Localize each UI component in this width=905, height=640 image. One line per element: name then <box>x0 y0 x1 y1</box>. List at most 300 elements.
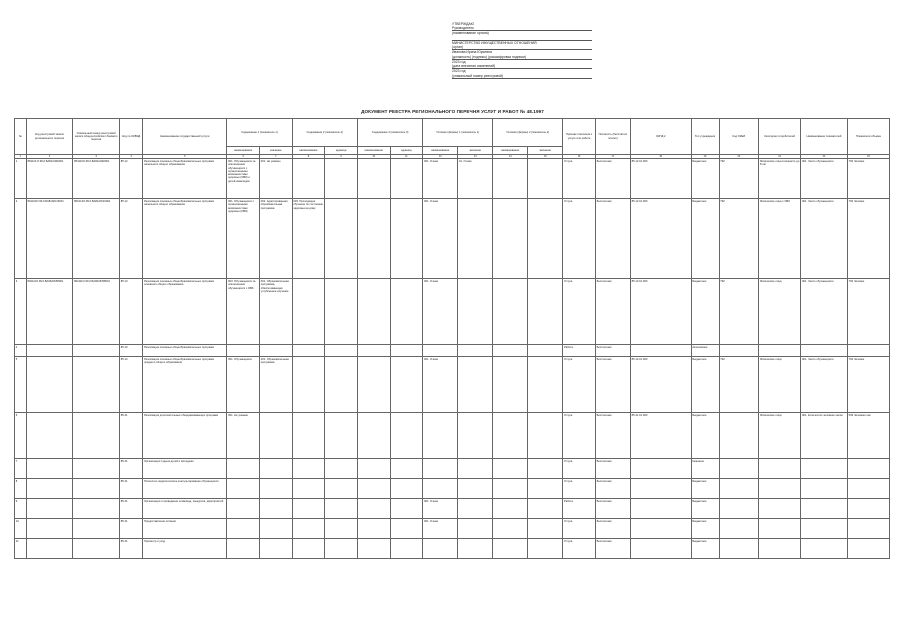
cell-u2n <box>493 159 528 199</box>
cell-name: Реализация дополнительных общеразвивающих программ <box>143 413 227 459</box>
cell-okpd <box>630 539 691 559</box>
table-row <box>15 413 890 459</box>
cell-pay: Бесплатная <box>595 519 630 539</box>
cell-u2v <box>528 519 563 539</box>
cell-c3u <box>390 479 423 499</box>
cell-c3u <box>390 279 423 345</box>
cell-u2v <box>528 413 563 459</box>
cell-vol: 539 Человеко-час <box>847 413 889 459</box>
cell-u1v <box>458 519 493 539</box>
cell-c2u <box>325 519 358 539</box>
cell-reg <box>26 413 73 459</box>
cell-c2n <box>292 519 325 539</box>
cell-c1v: 001. Образовательная программа <box>259 357 292 413</box>
cell-c1n <box>227 519 260 539</box>
table-row <box>15 199 890 279</box>
cell-type: Бюджетное <box>691 499 719 519</box>
cell-okei <box>719 479 759 499</box>
cell-u2n <box>493 199 528 279</box>
cell-reg <box>26 357 73 413</box>
cell-name: Реализация основных общеобразовательных программ среднего общего образования <box>143 357 227 413</box>
cell-feat: Услуга <box>563 519 596 539</box>
cell-c2n <box>292 479 325 499</box>
header-cell: Содержание 3 (показатель 3) <box>357 119 422 147</box>
cell-type: Автономное <box>691 345 719 357</box>
header-cell: Наименование государственной услуги <box>143 119 227 155</box>
cell-u1v <box>458 499 493 519</box>
cell-feat: Услуга <box>563 459 596 479</box>
approval-lines <box>452 26 592 79</box>
cell-okei: 792 <box>719 357 759 413</box>
cell-ind: 001. Количество человеко-часов <box>801 413 848 459</box>
cell-ind <box>801 539 848 559</box>
cell-u2n <box>493 539 528 559</box>
cell-ind: 001. Число обучающихся <box>801 159 848 199</box>
cell-c3n <box>357 279 390 345</box>
cell-c2n <box>292 459 325 479</box>
cell-c2n <box>292 159 325 199</box>
cell-c2u <box>325 539 358 559</box>
cell-vol <box>847 345 889 357</box>
column-number: 16 <box>563 155 596 159</box>
cell-c1v: 001. Образовательная программа, обеспечивающая углубленное изучение <box>259 279 292 345</box>
table-row <box>15 357 890 413</box>
cell-c3u <box>390 199 423 279</box>
cell-u2n <box>493 479 528 499</box>
column-number: 6 <box>227 155 260 159</box>
header-cell: ОКПД 2 <box>630 119 691 155</box>
cell-okved: 85.13 <box>119 345 142 357</box>
cell-okved: 85.13 <box>119 279 142 345</box>
cell-cat <box>759 345 801 357</box>
cell-okpd <box>630 499 691 519</box>
cell-c2u <box>325 499 358 519</box>
cell-name: Присмотр и уход <box>143 539 227 559</box>
cell-c3n <box>357 345 390 357</box>
cell-name: Организация отдыха детей и молодежи <box>143 459 227 479</box>
cell-u2n <box>493 499 528 519</box>
column-number: 18 <box>630 155 691 159</box>
cell-u1v <box>458 459 493 479</box>
cell-feat: Услуга <box>563 539 596 559</box>
cell-pay: Бесплатная <box>595 279 630 345</box>
cell-u1v <box>458 345 493 357</box>
cell-pay: Бесплатная <box>595 499 630 519</box>
cell-type: Бюджетное <box>691 519 719 539</box>
header-cell: № <box>15 119 27 155</box>
cell-c3u <box>390 519 423 539</box>
cell-feat: Работа <box>563 345 596 357</box>
cell-n: 6 <box>15 413 27 459</box>
approval-line: (уникальный номер реестровой) <box>452 74 592 79</box>
cell-c1v <box>259 499 292 519</box>
cell-n: 8 <box>15 479 27 499</box>
cell-c1n <box>227 459 260 479</box>
approval-line: 2023 год <box>452 59 466 64</box>
cell-okved: 85.41 <box>119 413 142 459</box>
column-number: 22 <box>801 155 848 159</box>
header-cell: Код реестровой записи регионального перечня <box>26 119 73 155</box>
cell-vol <box>847 479 889 499</box>
cell-pay: Бесплатная <box>595 539 630 559</box>
cell-ind: 001. Число обучающихся <box>801 357 848 413</box>
cell-u2n <box>493 459 528 479</box>
cell-okei: 792 <box>719 199 759 279</box>
table-body <box>15 159 890 559</box>
cell-feat: Услуга <box>563 413 596 459</box>
cell-vol <box>847 499 889 519</box>
cell-u1n: 001. Очная <box>423 519 458 539</box>
cell-vol: 792 Человек <box>847 159 889 199</box>
cell-c3u <box>390 345 423 357</box>
cell-base <box>73 479 120 499</box>
cell-okpd <box>630 519 691 539</box>
cell-u1v: 01. Очная <box>458 159 493 199</box>
cell-ind <box>801 519 848 539</box>
cell-cat: Физические лица с ОВЗ <box>759 199 801 279</box>
cell-c2n <box>292 539 325 559</box>
header-cell: Показатели объема <box>847 119 889 155</box>
cell-c3n <box>357 159 390 199</box>
approval-line: Руководитель <box>452 26 592 31</box>
cell-c3n <box>357 459 390 479</box>
cell-base <box>73 519 120 539</box>
table-row <box>15 539 890 559</box>
column-number: 8 <box>292 155 325 159</box>
subheader-cell: наименование <box>493 147 528 155</box>
cell-c1v <box>259 519 292 539</box>
cell-feat: Услуга <box>563 159 596 199</box>
cell-type: Бюджетное <box>691 413 719 459</box>
cell-c1n <box>227 499 260 519</box>
cell-type: Казенное <box>691 459 719 479</box>
cell-okei: 792 <box>719 279 759 345</box>
cell-okpd <box>630 345 691 357</box>
cell-c2u <box>325 279 358 345</box>
cell-okei <box>719 539 759 559</box>
cell-c3n <box>357 499 390 519</box>
column-number: 5 <box>143 155 227 159</box>
table-row <box>15 479 890 499</box>
header-cell: Содержание 1 (показатель 1) <box>227 119 292 147</box>
cell-base <box>73 459 120 479</box>
column-number: 23 <box>847 155 889 159</box>
cell-base: 802111О.99.0.БА96АЮ58001 <box>73 279 120 345</box>
cell-u1v <box>458 279 493 345</box>
cell-cat <box>759 459 801 479</box>
cell-u1n <box>423 479 458 499</box>
cell-okpd: 85.13.10.000 <box>630 279 691 345</box>
cell-c2u <box>325 459 358 479</box>
cell-u1n <box>423 539 458 559</box>
column-number: 4 <box>119 155 142 159</box>
subheader-cell: значение <box>458 147 493 155</box>
cell-pay: Бесплатная <box>595 159 630 199</box>
cell-n: 7 <box>15 459 27 479</box>
table-row <box>15 279 890 345</box>
cell-c3n <box>357 479 390 499</box>
cell-vol <box>847 519 889 539</box>
approval-line: (наименование органа) <box>452 31 489 36</box>
cell-c3n <box>357 519 390 539</box>
cell-u1n: 001. Очная <box>423 499 458 519</box>
cell-vol <box>847 459 889 479</box>
column-number: 9 <box>325 155 358 159</box>
cell-type: Бюджетное <box>691 159 719 199</box>
column-number: 19 <box>691 155 719 159</box>
cell-okved: 85.41 <box>119 499 142 519</box>
cell-c3n <box>357 413 390 459</box>
header-cell: Наименование показателей <box>801 119 848 155</box>
cell-okpd <box>630 459 691 479</box>
cell-c1n: 001. Не указано <box>227 413 260 459</box>
cell-name: Организация и проведение олимпиад, конкурсов, мероприятий <box>143 499 227 519</box>
cell-n: 4 <box>15 345 27 357</box>
cell-okved: 85.41 <box>119 459 142 479</box>
cell-feat: Услуга <box>563 357 596 413</box>
cell-n: 1 <box>15 159 27 199</box>
cell-base <box>73 499 120 519</box>
column-number: 7 <box>259 155 292 159</box>
cell-ind <box>801 499 848 519</box>
cell-c1v: 002. Адаптированная образовательная программа <box>259 199 292 279</box>
cell-base: 801012О.99.0.БА81АЮ16001 <box>73 199 120 279</box>
cell-u2v <box>528 279 563 345</box>
cell-u1n: 001. Очная <box>423 159 458 199</box>
column-number: 13 <box>458 155 493 159</box>
cell-c3u <box>390 413 423 459</box>
cell-name: Реализация основных общеобразовательных программ начального общего образования <box>143 159 227 199</box>
cell-okved: 85.12 <box>119 199 142 279</box>
cell-okei <box>719 519 759 539</box>
cell-okei <box>719 345 759 357</box>
cell-vol: 792 Человек <box>847 279 889 345</box>
column-number: 14 <box>493 155 528 159</box>
subheader-cell: наименование <box>357 147 390 155</box>
cell-cat: Физические лица в возрасте до 8 лет <box>759 159 801 199</box>
header-cell: Платность (бесплатно/платно) <box>595 119 630 155</box>
cell-u1n <box>423 413 458 459</box>
header-cell: Тип учреждения <box>691 119 719 155</box>
cell-n: 9 <box>15 499 27 519</box>
cell-c1n <box>227 345 260 357</box>
cell-ind <box>801 459 848 479</box>
cell-c3u <box>390 159 423 199</box>
cell-reg <box>26 539 73 559</box>
cell-u2v <box>528 459 563 479</box>
cell-base <box>73 345 120 357</box>
header-cell: Содержание 2 (показатель 2) <box>292 119 357 147</box>
cell-c3u <box>390 539 423 559</box>
cell-vol: 792 Человек <box>847 199 889 279</box>
subheader-cell: единица <box>390 147 423 155</box>
cell-vol <box>847 539 889 559</box>
cell-feat: Услуга <box>563 199 596 279</box>
document-title: ДОКУМЕНТ РЕЕСТРА РЕГИОНАЛЬНОГО ПЕРЕЧНЯ УСЛУГ И РАБОТ № 48.1997 <box>361 109 544 114</box>
approval-line: (дата внесения изменений) <box>452 64 592 69</box>
cell-okpd <box>630 479 691 499</box>
cell-name: Реализация основных общеобразовательных программ основного общего образования <box>143 279 227 345</box>
cell-reg <box>26 345 73 357</box>
cell-n: 10 <box>15 519 27 539</box>
cell-u2v <box>528 199 563 279</box>
cell-c2u <box>325 357 358 413</box>
cell-pay: Бесплатная <box>595 413 630 459</box>
table-row <box>15 519 890 539</box>
cell-u2n <box>493 413 528 459</box>
column-number: 3 <box>73 155 120 159</box>
cell-n: 2 <box>15 199 27 279</box>
approval-line: (должность) (подпись) (расшифровка подписи) <box>452 55 592 60</box>
cell-base <box>73 539 120 559</box>
column-number: 21 <box>759 155 801 159</box>
cell-n: 5 <box>15 357 27 413</box>
column-number: 20 <box>719 155 759 159</box>
cell-c3u <box>390 459 423 479</box>
cell-c1n: 001. Обучающиеся с ограниченными возможностями здоровья (ОВЗ) <box>227 199 260 279</box>
cell-cat <box>759 499 801 519</box>
subheader-cell: значение <box>528 147 563 155</box>
subheader-cell: наименование <box>292 147 325 155</box>
cell-u1n <box>423 459 458 479</box>
cell-u1v <box>458 357 493 413</box>
column-number: 17 <box>595 155 630 159</box>
cell-reg: 854110.О.99.0.БА81АЭ92001 <box>26 159 73 199</box>
header-cell: Признак отнесения к услуге или работе <box>563 119 596 155</box>
cell-u2n <box>493 357 528 413</box>
cell-u1v <box>458 199 493 279</box>
cell-base: 854110О.99.0.БА81АЭ92001 <box>73 159 120 199</box>
approval-head: УТВЕРЖДАЮ <box>452 22 475 26</box>
cell-c2u <box>325 345 358 357</box>
cell-name: Психолого-педагогическое консультирование обучающихся <box>143 479 227 499</box>
cell-u2v <box>528 499 563 519</box>
registry-table <box>14 118 890 559</box>
cell-c2n <box>292 345 325 357</box>
cell-name: Предоставление питания <box>143 519 227 539</box>
cell-c1v: 001. Не указано <box>259 159 292 199</box>
table-header <box>15 119 890 159</box>
column-number: 2 <box>26 155 73 159</box>
cell-cat <box>759 519 801 539</box>
cell-c2n <box>292 279 325 345</box>
cell-okei <box>719 459 759 479</box>
cell-u2v <box>528 357 563 413</box>
cell-pay: Бесплатная <box>595 357 630 413</box>
cell-okpd: 85.12.10.000 <box>630 199 691 279</box>
cell-okpd: 85.12.10.000 <box>630 159 691 199</box>
cell-n: 11 <box>15 539 27 559</box>
cell-okved: 85.41 <box>119 539 142 559</box>
cell-vol: 792 Человек <box>847 357 889 413</box>
cell-n: 3 <box>15 279 27 345</box>
header-cell: Уникальный номер реестровой записи общероссийского базового перечня <box>73 119 120 155</box>
cell-c2n: 003. Проходящие обучение по состоянию здоровья на дому <box>292 199 325 279</box>
cell-reg: 801012О.99.0.БА81АЮ16001 <box>26 199 73 279</box>
header-cell: Код ОКЕИ <box>719 119 759 155</box>
cell-okved: 85.41 <box>119 479 142 499</box>
cell-ind <box>801 345 848 357</box>
cell-type: Бюджетное <box>691 539 719 559</box>
header-cell: Категории потребителей <box>759 119 801 155</box>
cell-c2u <box>325 199 358 279</box>
cell-cat <box>759 479 801 499</box>
column-number: 15 <box>528 155 563 159</box>
cell-type: Бюджетное <box>691 279 719 345</box>
cell-okved: 85.12 <box>119 159 142 199</box>
cell-feat: Услуга <box>563 279 596 345</box>
cell-u1v <box>458 479 493 499</box>
cell-u2v <box>528 479 563 499</box>
subheader-cell: наименование <box>227 147 260 155</box>
cell-name: Реализация основных общеобразовательных программ начального общего образования <box>143 199 227 279</box>
cell-pay: Бесплатная <box>595 459 630 479</box>
cell-pay: Бесплатная <box>595 479 630 499</box>
cell-okved: 85.41 <box>119 519 142 539</box>
column-number: 12 <box>423 155 458 159</box>
table-row <box>15 159 890 199</box>
cell-c2u <box>325 413 358 459</box>
cell-reg <box>26 519 73 539</box>
cell-u1n: 001. Очная <box>423 279 458 345</box>
cell-okei <box>719 499 759 519</box>
approval-line: 2023 год <box>452 69 466 74</box>
column-number: 11 <box>390 155 423 159</box>
cell-pay: Бесплатная <box>595 199 630 279</box>
column-number: 10 <box>357 155 390 159</box>
cell-type: Бюджетное <box>691 479 719 499</box>
cell-c1n: 001. Обучающиеся <box>227 357 260 413</box>
cell-c1n: 001. Обучающиеся за исключением обучающихся с ограниченными возможностями здоровья (ОВЗ) и детей-инвалидов <box>227 159 260 199</box>
cell-reg <box>26 499 73 519</box>
cell-c3n <box>357 539 390 559</box>
cell-ind: 001. Число обучающихся <box>801 199 848 279</box>
cell-c1v <box>259 479 292 499</box>
approval-line: МИНИСТЕРСТВО ИМУЩЕСТВЕННЫХ ОТНОШЕНИЙ <box>452 40 537 45</box>
cell-c1n <box>227 479 260 499</box>
cell-c2u <box>325 479 358 499</box>
cell-reg <box>26 459 73 479</box>
header-cell: Условие (формы) 1 (показатель 1) <box>423 119 493 147</box>
cell-c2u <box>325 159 358 199</box>
cell-okei: 792 <box>719 159 759 199</box>
cell-type: Бюджетное <box>691 199 719 279</box>
subheader-cell: значение <box>259 147 292 155</box>
cell-u2n <box>493 279 528 345</box>
cell-name: Реализация основных общеобразовательных программ <box>143 345 227 357</box>
cell-cat: Физические лица <box>759 413 801 459</box>
cell-reg: 802111О.99.0.БА96АЮ58001 <box>26 279 73 345</box>
cell-c2n <box>292 413 325 459</box>
cell-type: Бюджетное <box>691 357 719 413</box>
cell-c1n: 003. Обучающиеся за исключением обучающихся с ОВЗ <box>227 279 260 345</box>
cell-c1v <box>259 413 292 459</box>
cell-c3u <box>390 357 423 413</box>
subheader-cell: единица <box>325 147 358 155</box>
cell-c3u <box>390 499 423 519</box>
cell-c1v <box>259 539 292 559</box>
cell-c1n <box>227 539 260 559</box>
cell-u2n <box>493 519 528 539</box>
cell-feat: Услуга <box>563 479 596 499</box>
table-row <box>15 345 890 357</box>
cell-feat: Работа <box>563 499 596 519</box>
cell-u1n <box>423 345 458 357</box>
cell-c1v <box>259 345 292 357</box>
approval-block <box>452 22 592 79</box>
table-row <box>15 459 890 479</box>
column-number: 1 <box>15 155 27 159</box>
